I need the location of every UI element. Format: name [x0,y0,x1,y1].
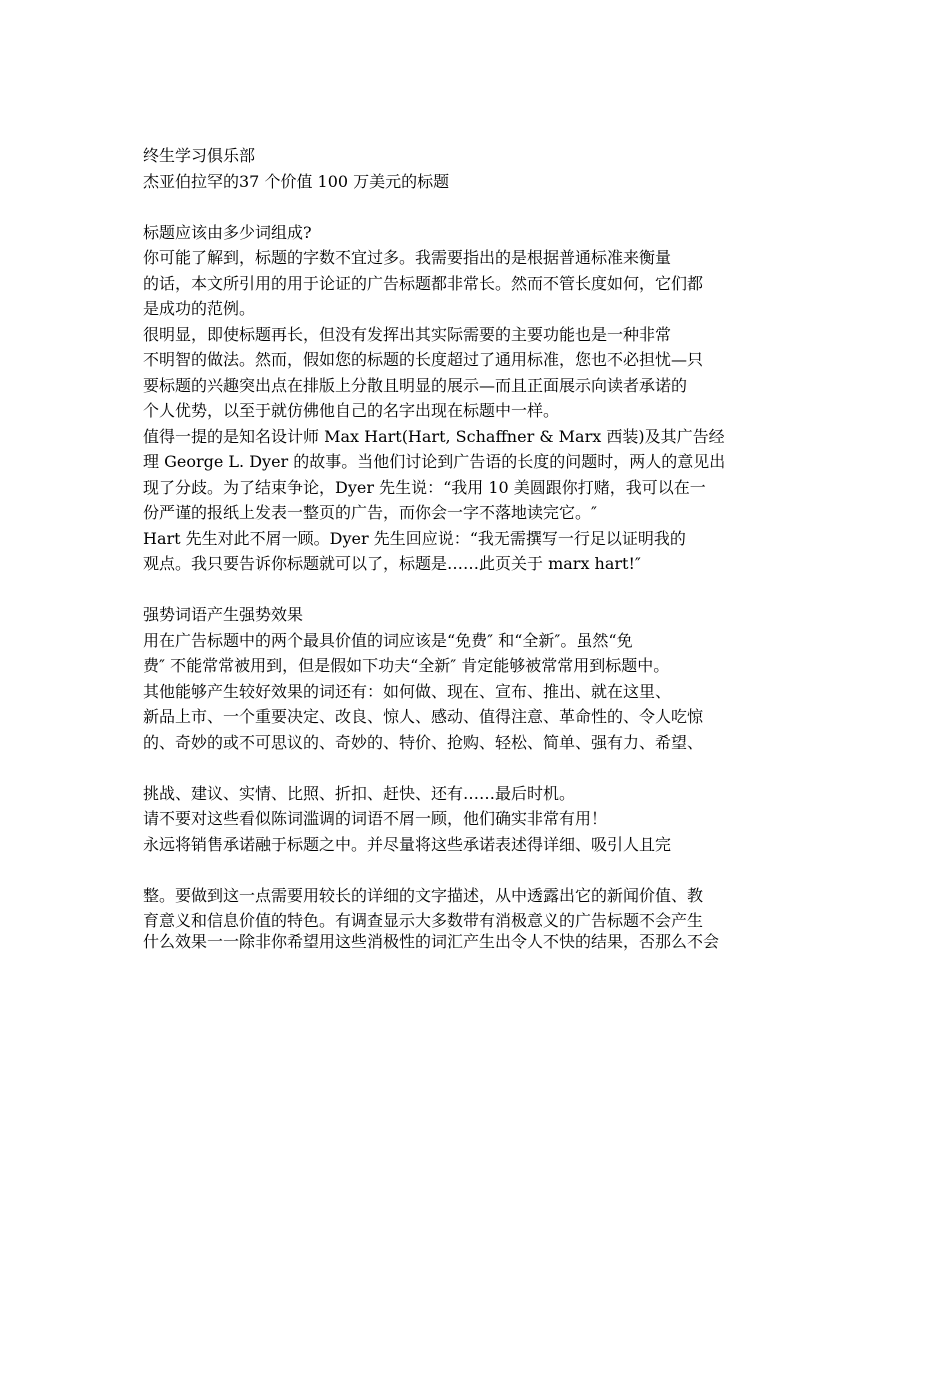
paragraph-line: 值得一提的是知名设计师 Max Hart(Hart, Schaffner & Marx 西装)及其广告经 [143,426,725,446]
paragraph-line: 的话，本文所引用的用于论证的广告标题都非常长。然而不管长度如何，它们都 [143,273,704,293]
paragraph-line: 永远将销售承诺融于标题之中。并尽量将这些承诺表述得详细、吸引人且完 [143,834,672,854]
section-heading-strong-words: 强势词语产生强势效果 [143,605,304,624]
paragraph-line: 观点。我只要告诉你标题就可以了，标题是……此页关于 marx hart!″ [143,554,641,573]
paragraph-line: 费″ 不能常常被用到，但是假如下功夫“全新″ 肯定能够被常常用到标题中。 [143,656,670,675]
paragraph-line: 很明显，即使标题再长，但没有发挥出其实际需要的主要功能也是一种非常 [143,324,672,344]
paragraph-final-line: 什么效果一一除非你希望用这些消极性的词汇产生出令人不快的结果，否那么不会 [143,931,720,951]
blank-line [143,577,803,603]
paragraph-line: 你可能了解到，标题的字数不宜过多。我需要指出的是根据普通标准来衡量 [143,248,672,267]
paragraph-line: 要标题的兴趣突出点在排版上分散且明显的展示—而且正面展示向读者承诺的 [143,375,688,395]
blank-line [143,755,803,781]
paragraph-line: 用在广告标题中的两个最具价值的词应该是“免费″ 和“全新″。虽然“免 [143,630,633,650]
club-name: 终生学习俱乐部 [143,146,256,165]
paragraph-line: 的、奇妙的或不可思议的、奇妙的、特价、抢购、轻松、简单、强有力、希望、 [143,732,704,752]
document-title: 杰亚伯拉罕的37 个价值 100 万美元的标题 [143,171,450,191]
paragraph-line: 请不要对这些看似陈词滥调的词语不屑一顾，他们确实非常有用！ [143,809,608,828]
paragraph-line: 育意义和信息价值的特色。有调查显示大多数带有消极意义的广告标题不会产生 [143,911,704,930]
paragraph-line: 挑战、建议、实情、比照、折扣、赶快、还有……最后时机。 [143,783,576,803]
paragraph-line: 份严谨的报纸上发表一整页的广告，而你会一字不落地读完它。″ [143,503,597,522]
paragraph-line: 现了分歧。为了结束争论，Dyer 先生说：“我用 10 美圆跟你打赌，我可以在一 [143,477,706,497]
paragraph-line: 整。要做到这一点需要用较长的详细的文字描述，从中透露出它的新闻价值、教 [143,885,704,905]
blank-line [143,857,803,883]
paragraph-line: 不明智的做法。然而，假如您的标题的长度超过了通用标准，您也不必担忧—只 [143,350,704,369]
paragraph-line: 是成功的范例。 [143,299,256,318]
blank-line [143,194,803,220]
document-body [143,143,803,950]
paragraph-line: 新品上市、一个重要决定、改良、惊人、感动、值得注意、革命性的、令人吃惊 [143,707,704,726]
paragraph-line: Hart 先生对此不屑一顾。Dyer 先生回应说：“我无需撰写一行足以证明我的 [143,528,686,548]
paragraph-line: 个人优势，以至于就仿佛他自己的名字出现在标题中一样。 [143,401,560,420]
paragraph-line: 理 George L. Dyer 的故事。当他们讨论到广告语的长度的问题时，两人的意见出 [143,452,726,471]
section-heading-title-length: 标题应该由多少词组成? [143,222,312,242]
paragraph-line: 其他能够产生较好效果的词还有：如何做、现在、宣布、推出、就在这里、 [143,681,672,701]
